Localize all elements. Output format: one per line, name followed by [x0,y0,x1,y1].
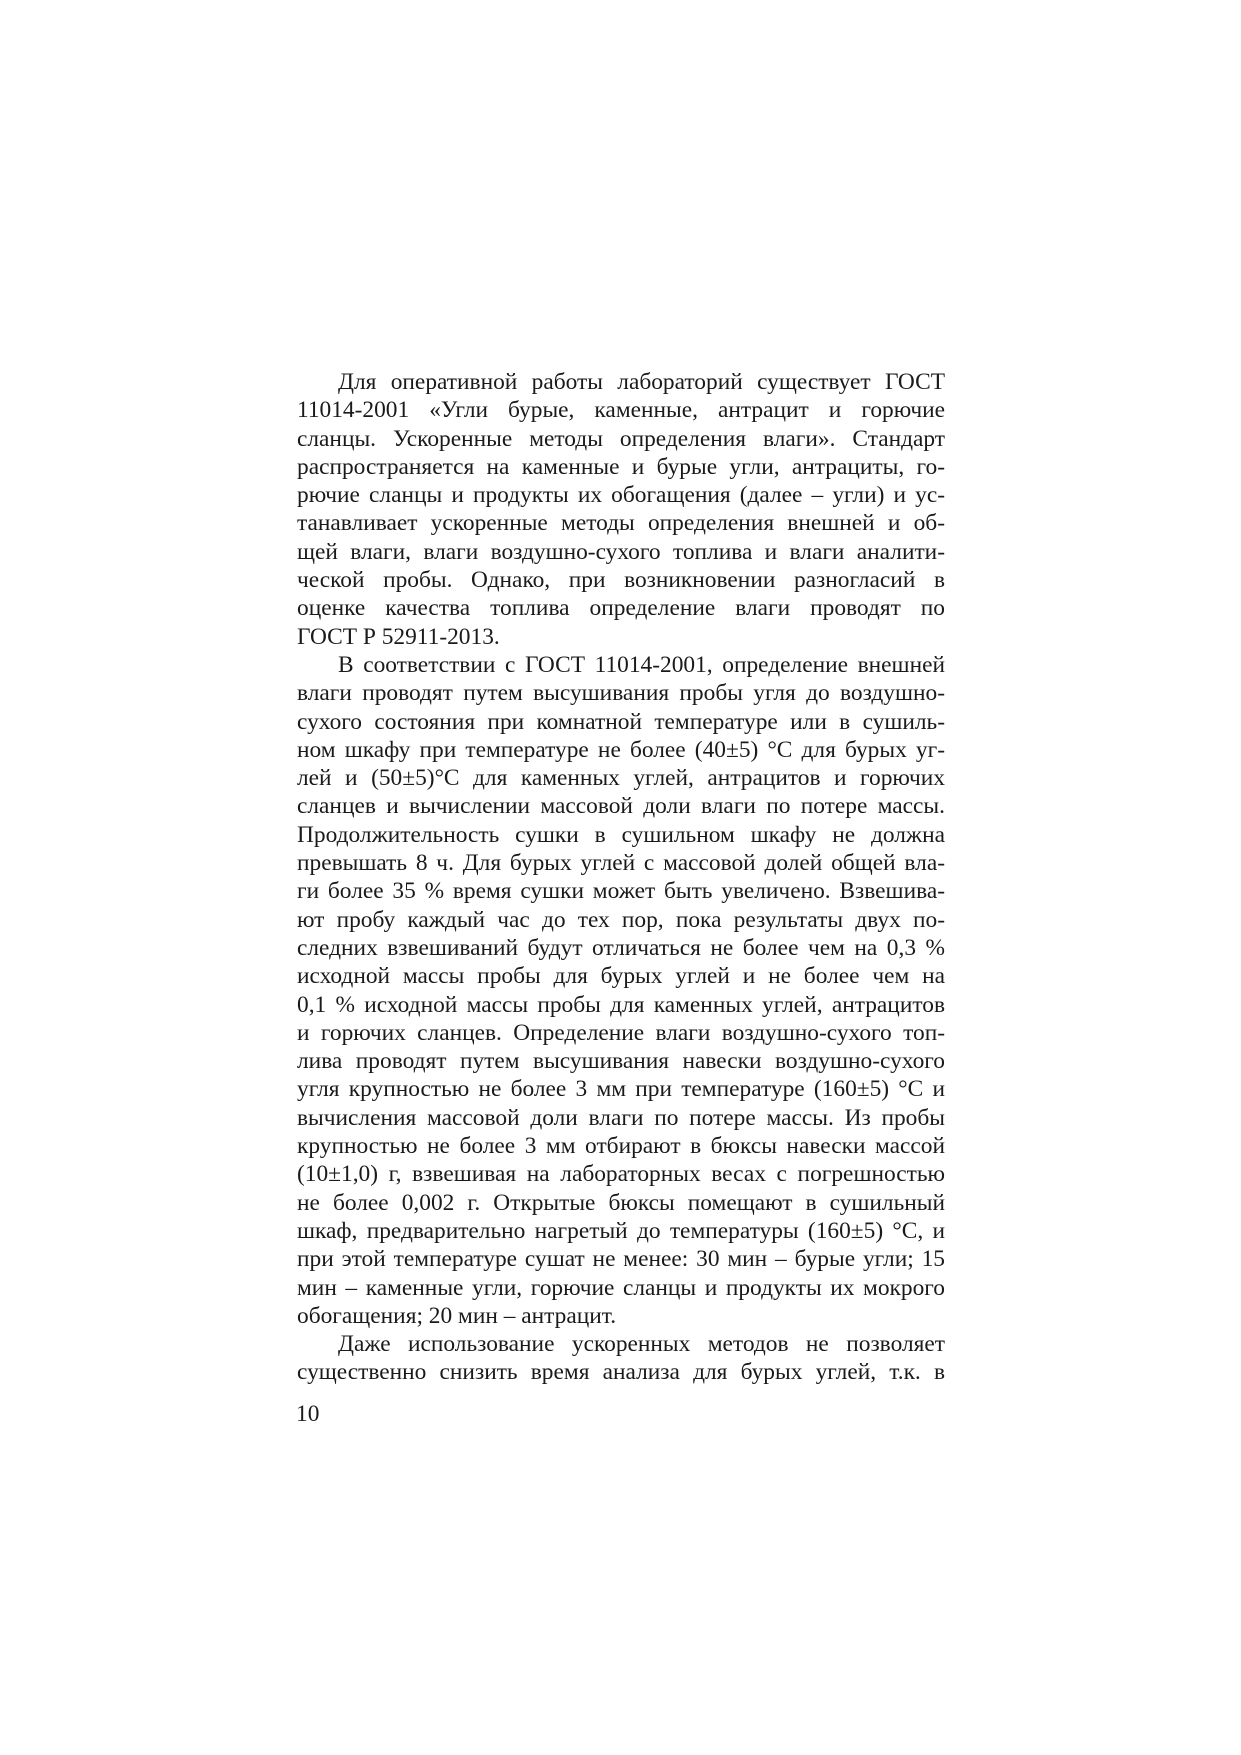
text-line: (10±1,0) г, взвешивая на лабораторных весах с погрешностью [297,1161,945,1188]
text-line: оценке качества топлива определение влаги проводят по [297,595,945,622]
text-line: обогащения; 20 мин – антрацит. [297,1302,617,1329]
text-line: ги более 35 % время сушки может быть увеличено. Взвешива- [297,878,945,905]
paragraph [297,651,945,1330]
text-line: существенно снизить время анализа для бурых углей, т.к. в [297,1359,945,1386]
page-number: 10 [296,1401,320,1427]
text-line: щей влаги, влаги воздушно-сухого топлива и влаги аналити- [297,538,945,565]
text-line: распространяется на каменные и бурые угли, антрациты, го- [297,453,945,480]
text-line: превышать 8 ч. Для бурых углей с массовой долей общей вла- [297,850,945,877]
text-line: сланцы. Ускоренные методы определения влаги». Стандарт [297,425,945,452]
text-line: шкаф, предварительно нагретый до температуры (160±5) °С, и [297,1217,945,1244]
text-line: исходной массы пробы для бурых углей и не более чем на [297,963,945,990]
text-line: и горючих сланцев. Определение влаги воздушно-сухого топ- [297,1019,945,1046]
text-line: Продолжительность сушки в сушильном шкафу не должна [297,821,945,848]
text-line: влаги проводят путем высушивания пробы угля до воздушно- [297,680,945,707]
text-line: угля крупностью не более 3 мм при температуре (160±5) °С и [297,1076,945,1103]
text-line: сухого состояния при комнатной температуре или в сушиль- [297,708,945,735]
text-line: лей и (50±5)°С для каменных углей, антрацитов и горючих [297,765,945,792]
text-line: крупностью не более 3 мм отбирают в бюксы навески массой [297,1133,945,1160]
body-text [297,368,945,1387]
text-line: ют пробу каждый час до тех пор, пока результаты двух по- [297,906,945,933]
text-line: 0,1 % исходной массы пробы для каменных углей, антрацитов [297,991,945,1018]
text-line: рючие сланцы и продукты их обогащения (далее – угли) и ус- [297,482,945,509]
paragraph [297,368,945,651]
text-line: ГОСТ Р 52911-2013. [297,623,500,650]
text-line: ческой пробы. Однако, при возникновении разногласий в [297,567,945,594]
text-line: следних взвешиваний будут отличаться не более чем на 0,3 % [297,934,945,961]
text-line: вычисления массовой доли влаги по потере массы. Из пробы [297,1104,945,1131]
text-line: не более 0,002 г. Открытые бюксы помещают в сушильный [297,1189,945,1216]
paragraph [297,1330,945,1387]
text-line: В соответствии с ГОСТ 11014-2001, определение внешней [338,651,945,678]
text-line: лива проводят путем высушивания навески воздушно-сухого [297,1048,945,1075]
text-line: Для оперативной работы лабораторий существует ГОСТ [338,369,945,395]
text-line: ном шкафу при температуре не более (40±5) °С для бурых уг- [297,736,945,763]
text-line: Даже использование ускоренных методов не позволяет [338,1331,945,1358]
text-line: танавливает ускоренные методы определения внешней и об- [297,510,945,537]
text-line: мин – каменные угли, горючие сланцы и продукты их мокрого [297,1274,945,1301]
text-line: при этой температуре сушат не менее: 30 мин – бурые угли; 15 [297,1246,945,1273]
text-line: сланцев и вычислении массовой доли влаги по потере массы. [297,793,945,820]
text-line: 11014-2001 «Угли бурые, каменные, антрацит и горючие [297,397,945,424]
